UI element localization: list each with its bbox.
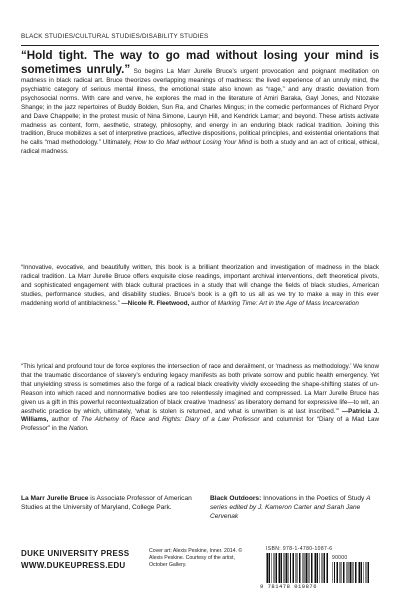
review-author-of: author of	[51, 416, 78, 424]
barcode-stripe	[306, 553, 308, 583]
barcode-addon-bars	[332, 562, 370, 583]
series-title: Black Outdoors:	[210, 495, 262, 502]
barcode-stripe	[352, 562, 353, 583]
review-williams	[21, 363, 379, 434]
review-author: —Nicole R. Fleetwood,	[121, 299, 190, 307]
review-text: “Innovative, evocative, and beautifully written, this book is a brilliant theorization and investigation of madness in the black radical tradition. La Marr Jurelle Bruce offers exquisite close readings, important archival interventions, deft theoretical pivots, and sophisticated engagement with black cultural practices in a study that will change the fields of black studies, American studies, performance studies, and disability studies. Bruce’s book is a gift to us all as we try to make a way in this ever maddening world of antiblackness.”	[21, 264, 379, 307]
barcode-stripe	[324, 553, 326, 583]
cover-credit: Cover art: Alexis Peskine, Inner. 2014. © Alexis Peskine. Courtesy of the artist, October Gallery.	[149, 548, 243, 568]
barcode-stripe	[274, 553, 275, 583]
barcode-stripe	[361, 562, 363, 583]
barcode-stripe	[322, 553, 323, 583]
barcode-stripe	[317, 553, 319, 583]
barcode-stripe	[366, 562, 367, 583]
barcode-stripe	[350, 562, 352, 583]
review-magazine: Nation.	[68, 425, 89, 433]
opening-quote: “Hold tight. The way to go mad without losing your mind is sometimes unruly.”	[21, 49, 379, 76]
barcode-stripe	[334, 562, 335, 583]
review-columnist: and columnist for “Diary of a Mad Law Professor” in the	[21, 416, 380, 433]
barcode-stripe	[348, 562, 349, 583]
barcode-stripe	[269, 553, 271, 583]
barcode-stripe	[309, 553, 310, 583]
barcode-stripe	[311, 553, 313, 583]
review-author: —Patricia J. Williams,	[21, 407, 379, 424]
barcode-stripe	[337, 562, 339, 583]
barcode-stripe	[297, 553, 298, 583]
review-author-of: author of	[191, 299, 216, 307]
review-book-title: Marking Time: Art in the Age of Mass Incarceration	[217, 299, 359, 307]
barcode-stripe	[358, 562, 359, 583]
review-book-title: The Alchemy of Race and Rights: Diary of a Law Professor	[80, 416, 260, 424]
barcode-stripe	[276, 553, 278, 583]
price-code: 90000	[332, 555, 348, 561]
barcode-stripe	[286, 553, 288, 583]
barcode-stripe	[343, 562, 345, 583]
barcode-stripe	[290, 553, 291, 583]
subject-categories: BLACK STUDIES/CULTURAL STUDIES/DISABILITY STUDIES	[21, 33, 209, 40]
barcode-bars	[266, 553, 328, 583]
barcode-stripe	[302, 553, 303, 583]
series-subtitle: Innovations in the Poetics of Study	[263, 495, 365, 502]
barcode-stripe	[267, 553, 268, 583]
barcode-stripe	[332, 562, 333, 583]
barcode-stripe	[326, 553, 327, 583]
barcode-stripe	[288, 553, 289, 583]
author-bio-text: is Associate Professor of American Studies at the University of Maryland, College Park.	[21, 495, 192, 512]
isbn-label: ISBN: 978-1-4780-1087-6	[266, 546, 333, 552]
barcode-stripe	[327, 553, 328, 583]
description-text-a: So begins La Marr Jurelle Bruce’s urgent provocation and poignant meditation on madness in black radical art. Bruce theorizes overlapping meanings of madness: the lived experience of an unruly mind, the psychiatric category of serious mental illness, the emotional state also known as “rage,” and any drastic deviation from psychosocial norms. With care and verve, he explores the mad in the literature of Amiri Baraka, Gayl Jones, and Ntozake Shange; in the jazz repertoires of Buddy Bolden, Sun Ra, and Charles Mingus; in the comedic performances of Richard Pryor and Dave Chappelle; in the protest music of Nina Simone, Lauryn Hill, and Kendrick Lamar; and beyond. These artists activate madness as content, form, aesthetic, strategy, philosophy, and energy in an enduring black radical tradition. Joining this tradition, Bruce mobilizes a set of interpretive practices, affective dispositions, political principles, and existential orientations that he calls “mad methodology.” Ultimately,	[21, 68, 379, 147]
barcode-stripe	[315, 553, 316, 583]
author-name: La Marr Jurelle Bruce	[21, 495, 89, 502]
review-text: “This lyrical and profound tour de force explores the intersection of race and derailment, or ‘madness as methodology.’ We know that the traumatic discordance of slavery’s enduring legacy manifests as both private sorrow and public health emergency. Yet that unyielding stress is sometimes also the forge of a radical black creativity vividly exceeding the shape-shifting states of un-Reason into which raced and nonnormative bodies are too relentlessly imagined and compressed. La Marr Jurelle Bruce has given us a gift in this powerful recontextualization of black creative ‘madness’ as liberatory demand for expressive life—to wit, an aesthetic practice by which, ultimately, ‘what is stolen is returned, and what is unwritten is at last inscribed.’”	[21, 363, 379, 415]
barcode-stripe	[279, 553, 280, 583]
barcode-stripe	[278, 553, 279, 583]
publisher-name: DUKE UNIVERSITY PRESS	[21, 549, 130, 558]
book-title-italic: How to Go Mad without Losing Your Mind	[133, 139, 252, 147]
barcode-stripe	[320, 553, 321, 583]
barcode-stripe	[364, 562, 365, 583]
barcode-stripe	[295, 553, 296, 583]
barcode	[258, 546, 378, 590]
barcode-stripe	[359, 562, 360, 583]
barcode-stripe	[285, 553, 286, 583]
description-text-b: is both a study and an act of critical, ethical, radical madness.	[21, 139, 380, 156]
series-editors: A series edited by J. Kameron Carter and Sarah Jane Cervenak	[210, 495, 371, 521]
barcode-stripe	[308, 553, 309, 583]
barcode-stripe	[299, 553, 301, 583]
book-description	[21, 49, 379, 157]
top-divider	[21, 45, 379, 46]
barcode-stripe	[304, 553, 305, 583]
barcode-stripe	[341, 562, 342, 583]
barcode-stripe	[283, 553, 284, 583]
barcode-stripe	[272, 553, 273, 583]
barcode-stripe	[353, 562, 354, 583]
barcode-stripe	[355, 562, 357, 583]
barcode-stripe	[281, 553, 283, 583]
series-info	[210, 494, 382, 522]
barcode-stripe	[346, 562, 347, 583]
publisher-url: WWW.DUKEUPRESS.EDU	[21, 561, 126, 570]
barcode-stripe	[314, 553, 315, 583]
barcode-stripe	[293, 553, 295, 583]
barcode-stripe	[339, 562, 340, 583]
author-bio	[21, 494, 193, 512]
barcode-stripe	[266, 553, 267, 583]
barcode-digits: 9 781478 010876	[260, 583, 318, 590]
review-fleetwood	[21, 264, 379, 309]
barcode-stripe	[368, 562, 370, 583]
